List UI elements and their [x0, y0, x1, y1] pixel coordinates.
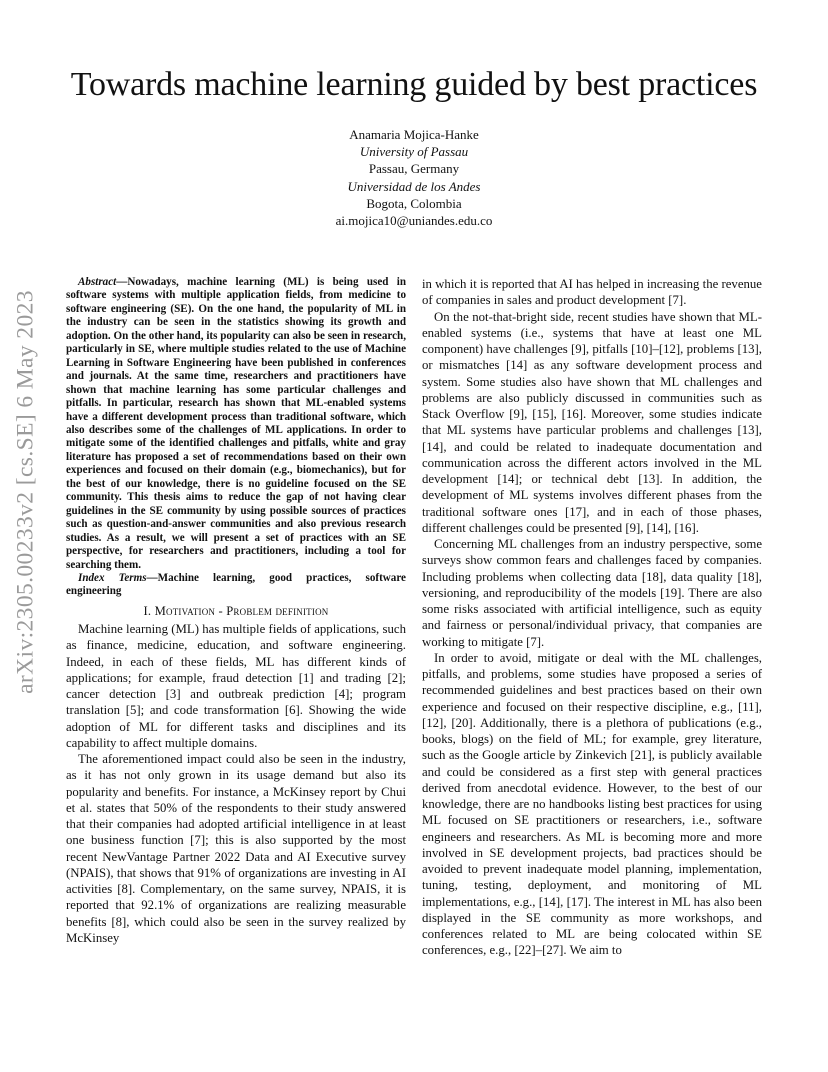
author-location-1: Passau, Germany	[368, 161, 460, 177]
index-terms-text: —Machine learning, good practices, software engineering	[66, 571, 406, 598]
body-paragraph: On the not-that-bright side, recent studies have shown that ML-enabled systems (i.e., systems that have at least one ML component) have challenges [9], pitfalls [10]–[12], problems [13], or mismatches [14] as any software development process and system. Some studies also have shown that ML challenges and problems are also publicly discussed in communities such as Stack Overflow [9], [15], [16]. Moreover, some studies indicate that ML systems have particular problems and challenges [13], [14], and could be related to inadequate documentation and communication across the different actors involved in the ML development [14]; or technical debt [13]. In addition, the development of ML systems involves different phases from the traditional software ones [17], and in each of those phases, different challenges could be presented [9], [14], [16].	[422, 309, 762, 535]
abstract	[66, 276, 406, 572]
author-email: ai.mojica10@uniandes.edu.co	[335, 213, 493, 229]
section-number: I.	[143, 603, 152, 618]
arxiv-watermark	[8, 262, 44, 722]
index-terms-label: Index Terms	[78, 571, 147, 584]
index-terms	[66, 572, 406, 599]
left-column	[66, 276, 406, 946]
author-name: Anamaria Mojica-Hanke	[349, 127, 479, 142]
right-column	[422, 276, 762, 959]
author-affiliation-2: Universidad de los Andes	[347, 178, 481, 194]
paper-title: Towards machine learning guided by best practices	[70, 66, 758, 103]
author-affiliation-1: University of Passau	[359, 144, 469, 160]
arxiv-watermark-text: arXiv:2305.00233v2 [cs.SE] 6 May 2023	[12, 290, 39, 694]
section-heading	[66, 603, 406, 619]
author-block	[214, 126, 614, 229]
body-paragraph: Concerning ML challenges from an industry perspective, some surveys show common fears and challenges faced by companies. Including problems when collecting data [18], data quality [18], versioning, and reproducibility of the models [19]. There are also some risks associated with artificial intelligence, such as equity and fairness or personal/individual privacy, that companies are working to mitigate [7].	[422, 537, 762, 649]
body-paragraph: The aforementioned impact could also be seen in the industry, as it has not only grown in its usage demand but also its popularity and benefits. For instance, a McKinsey report by Chui et al. states that 50% of the respondents to their study answered that their companies had adopted artificial intelligence in at least one business function [7]; this is also supported by the most recent NewVantage Partner 2022 Data and AI Executive survey (NPAIS), that shows that 91% of organizations are investing in AI activities [8]. Complementary, on the same survey, NPAIS, it is reported that 92.1% of organizations are realizing measurable benefits [8], which could also be seen in the survey realized by McKinsey	[66, 752, 406, 945]
section-title: Motivation - Problem definition	[154, 603, 329, 618]
body-paragraph: Machine learning (ML) has multiple fields of applications, such as finance, medicine, education, and software engineering. Indeed, in each of these fields, ML has different kinds of applications; for example, fraud detection [1] and trading [2]; cancer detection [3] and outbreak prediction [4]; program translation [5]; and code transformation [6]. Showing the wide adoption of ML for different tasks and disciplines and its capability to affect multiple domains.	[66, 622, 406, 750]
body-paragraph: In order to avoid, mitigate or deal with the ML challenges, pitfalls, and problems, some studies have proposed a series of recommended guidelines and best practices based on their own experience and focused on their respective discipline, e.g., [11], [12], [20]. Additionally, there is a plethora of publications (e.g., books, blogs) on the field of ML; for example, grey literature, such as the Google article by Zinkevich [21], is publicly available and could be considered as a first step with general practices derived from anecdotal evidence. However, to the best of our knowledge, there are no handbooks listing best practices for using ML focused on SE practitioners or researchers, i.e., software engineers and researchers. As ML is becoming more and more involved in SE development projects, bad practices should be avoided to prevent inadequate model planning, implementation, tuning, testing, deployment, and monitoring of ML implementations, e.g., [14], [17]. The interest in ML has also been displayed in the SE community as more workshops, and conferences related to ML are being colocated within SE conferences, e.g., [22]–[27]. We aim to	[422, 650, 762, 958]
body-paragraph: in which it is reported that AI has helped in increasing the revenue of companies in sales and product development [7].	[422, 277, 762, 308]
abstract-text: —Nowadays, machine learning (ML) is being used in software systems with multiple application fields, from medicine to software engineering (SE). On the one hand, the popularity of ML in the industry can be seen in the statistics showing its growth and adoption. On the other hand, its popularity can also be seen in research, particularly in SE, where multiple studies related to the use of Machine Learning in Software Engineering have been published in conferences and journals. At the same time, researchers and practitioners have shown that machine learning has some particular challenges and pitfalls. In particular, research has shown that ML-enabled systems have a different development process than traditional software, which also describes some of the challenges of ML applications. In order to mitigate some of the identified challenges and pitfalls, white and gray literature has proposed a set of recommendations based on their own experiences and focused on their domain (e.g., biomechanics), but for the best of our knowledge, there is no guideline focused on the SE community. This thesis aims to reduce the gap of not having clear guidelines in the SE community by using possible sources of practices such as question-and-answer communities and also previous research studies. As a result, we will present a set of practices with an SE perspective, for researchers and practitioners, including a tool for searching them.	[66, 276, 406, 571]
abstract-label: Abstract	[78, 276, 117, 288]
author-location-2: Bogota, Colombia	[366, 195, 462, 211]
